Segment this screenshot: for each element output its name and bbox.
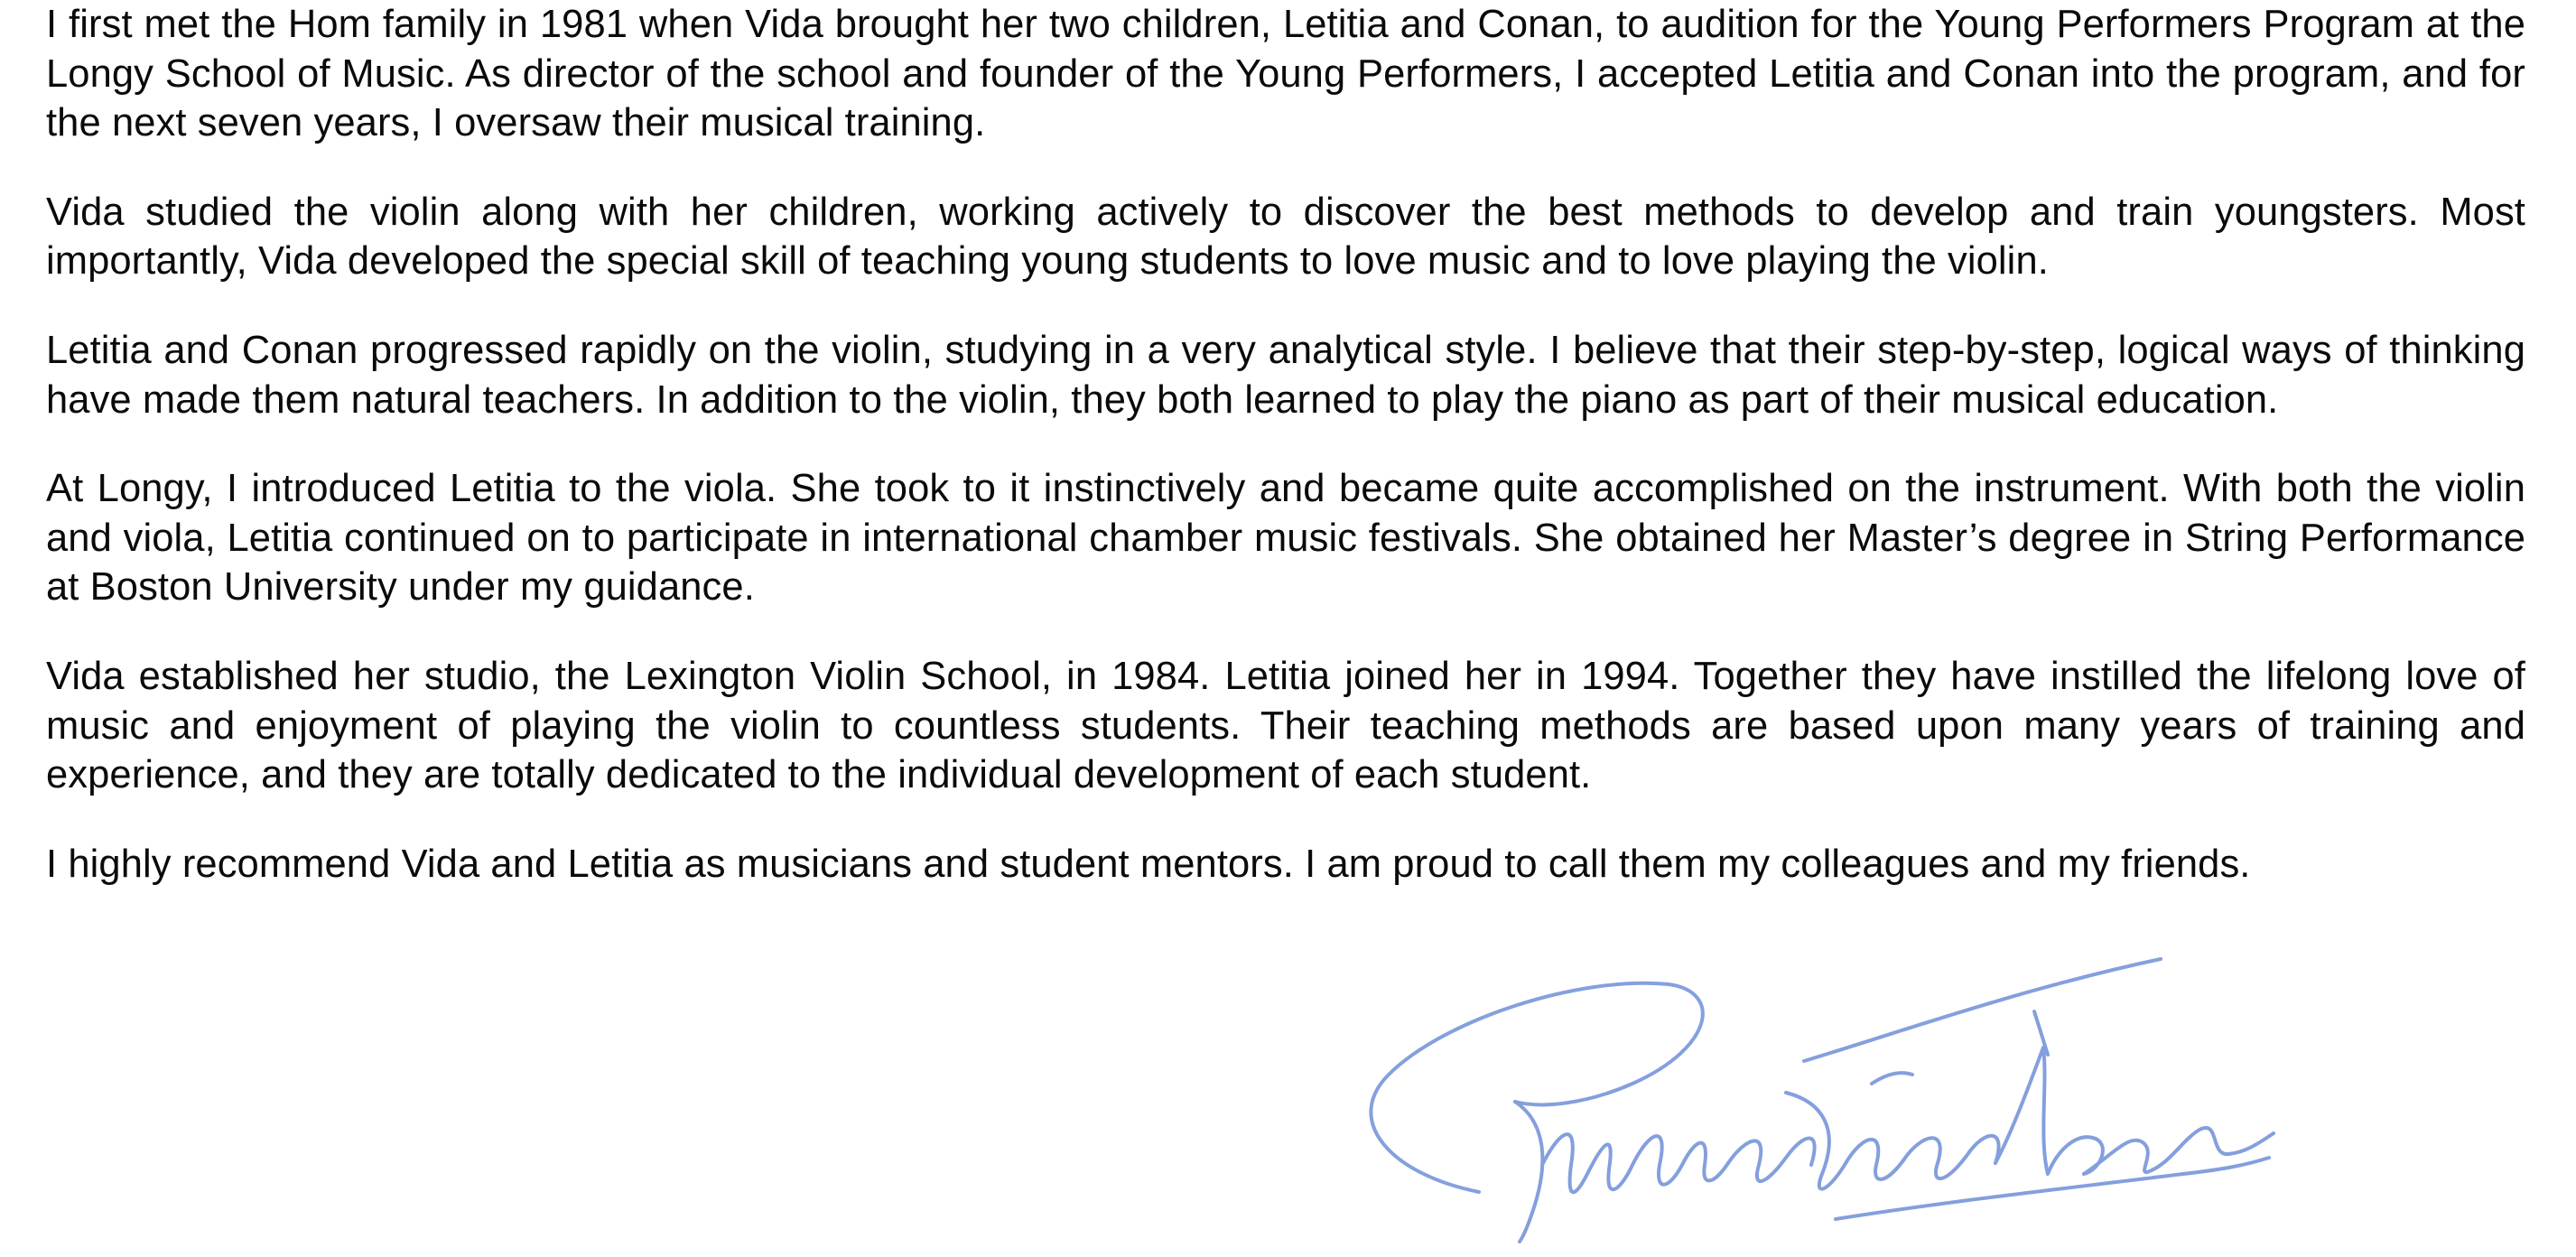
paragraph-2: Vida studied the violin along with her children, working actively to discover the best methods to develop and train youngsters. Most importantly, Vida developed the special skill of teaching young students to love music and to love playing the violin. [46, 190, 2525, 284]
signature-icon [1334, 948, 2292, 1255]
paragraph-4: At Longy, I introduced Letitia to the viola. She took to it instinctively and became quite accomplished on the instrument. With both the violin and viola, Letitia continued on to participate in international chamber music festivals. She obtained her Master’s degree in String Performance at Boston University under my guidance. [46, 467, 2525, 610]
paragraph-1: I first met the Hom family in 1981 when Vida brought her two children, Letitia and Conan, to audition for the Young Performers Program at the Longy School of Music. As director of the school and founder of the Young Performers, I accepted Letitia and Conan into the program, and for the next seven years, I oversaw their musical training. [46, 3, 2525, 145]
letter-body [46, 0, 2525, 928]
handwritten-signature [1334, 948, 2292, 1255]
paragraph-5: Vida established her studio, the Lexington Violin School, in 1984. Letitia joined her in 1994. Together they have instilled the lifelong love of music and enjoyment of playing the violin to countless students. Their teaching methods are based upon many years of training and experience, and they are totally dedicated to the individual development of each student. [46, 654, 2525, 797]
paragraph-3: Letitia and Conan progressed rapidly on the violin, studying in a very analytical style. I believe that their step-by-step, logical ways of thinking have made them natural teachers. In addition to the violin, they both learned to play the piano as part of their musical education. [46, 328, 2525, 422]
paragraph-6: I highly recommend Vida and Letitia as musicians and student mentors. I am proud to call them my colleagues and my friends. [46, 842, 2251, 886]
